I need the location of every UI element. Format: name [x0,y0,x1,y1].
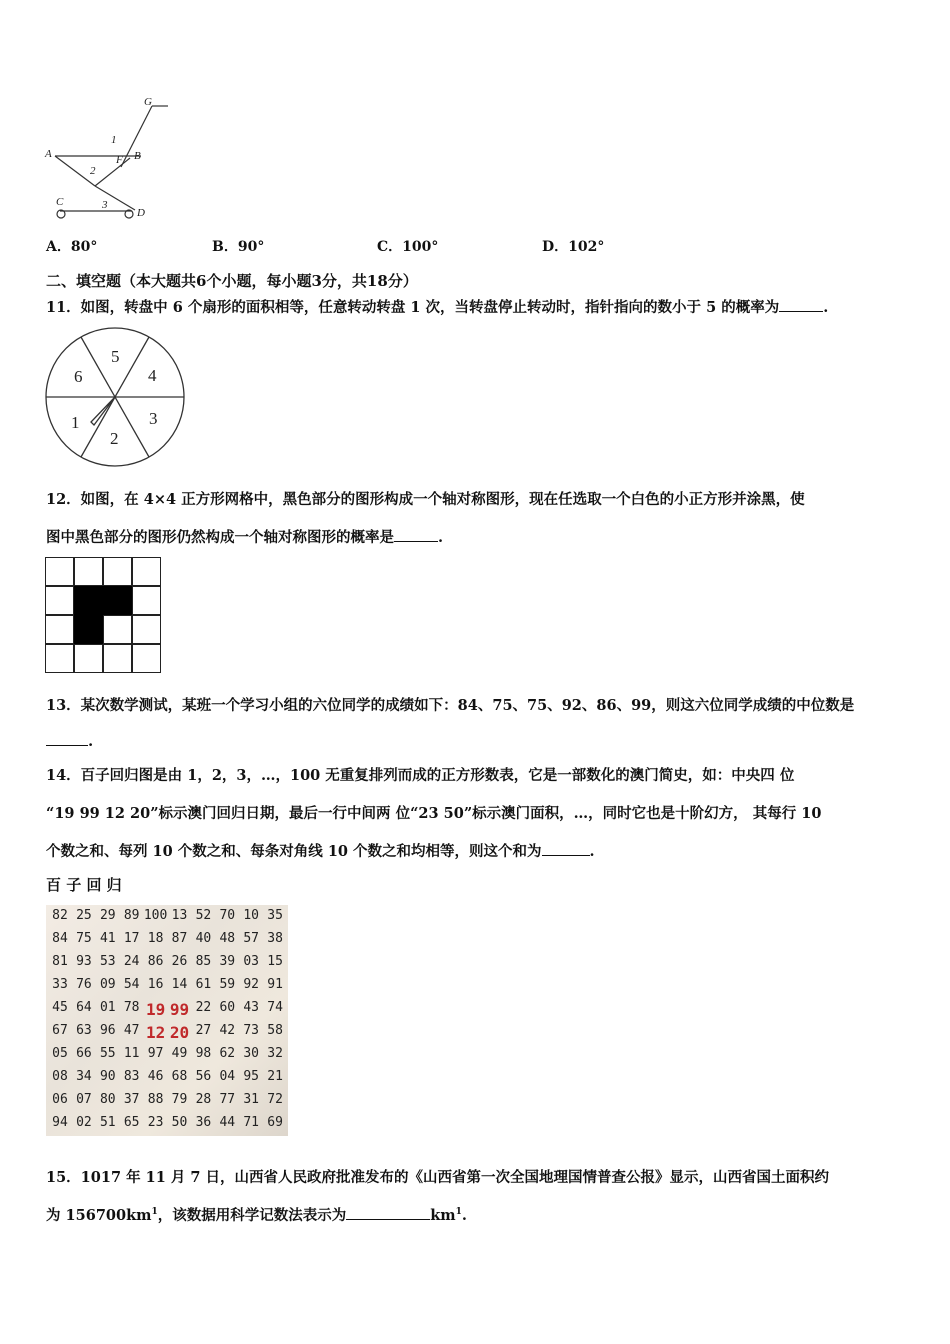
table-cell: 16 [147,977,164,992]
grid-cell-black [74,586,103,615]
grid-cell-black [103,586,132,615]
table-cell: 46 [147,1069,164,1084]
table-cell: 12 [145,1023,166,1042]
table-cell: 37 [123,1092,140,1107]
section-title: 二、填空题（本大题共6个小题，每小题3分，共18分） [46,272,418,290]
question-13: 13．某次数学测试，某班一个学习小组的六位同学的成绩如下：84、75、75、92、86、99，则这六位同学成绩的中位数是 [46,697,855,714]
table-cell: 66 [76,1046,92,1061]
square-grid-4x4 [45,557,165,677]
table-cell: 60 [219,1000,236,1015]
table-cell: 02 [76,1115,92,1130]
table-cell: 96 [99,1023,116,1038]
table-cell: 32 [267,1046,283,1061]
table-cell: 15 [267,954,283,969]
spinner-number: 2 [110,429,119,448]
table-cell: 18 [147,931,164,946]
table-cell: 94 [52,1115,68,1130]
table-cell: 58 [267,1023,283,1038]
table-cell: 86 [147,954,164,969]
table-cell: 49 [171,1046,188,1061]
hundred-number-square [46,905,288,1136]
fig-label: F [116,154,123,166]
table-cell: 78 [123,1000,140,1015]
table-cell: 61 [195,977,212,992]
table-cell: 57 [243,931,260,946]
table-cell: 05 [52,1046,68,1061]
table-cell: 65 [123,1115,140,1130]
q10-geometry-figure [40,95,180,225]
question-15-line2: 为 $156700km^1$，该数据用科学记数法表示为 $km^1$. [46,1207,467,1224]
table-cell: 56 [195,1069,212,1084]
grid-cell [132,586,161,615]
table-cell: 01 [99,1000,116,1015]
table-cell: 74 [267,1000,283,1015]
table-cell: 48 [219,931,236,946]
table-cell: 35 [267,908,283,923]
table-cell: 70 [219,908,236,923]
grid-cell [132,557,161,586]
option-c: C．100° [377,239,439,255]
option-a: A．80° [46,239,98,255]
table-cell: 85 [195,954,212,969]
table-title: 百 子 回 归 [46,876,122,894]
table-cell: 93 [76,954,92,969]
table-cell: 89 [123,908,140,923]
table-cell: 91 [267,977,283,992]
fig-label: D [137,207,145,219]
table-cell: 51 [99,1115,116,1130]
grid-cell [132,615,161,644]
table-cell: 67 [52,1023,68,1038]
table-cell: 14 [171,977,188,992]
table-cell: 72 [267,1092,283,1107]
table-cell: 34 [76,1069,92,1084]
table-cell: 64 [76,1000,92,1015]
table-cell: 99 [169,1000,190,1019]
table-cell: 63 [76,1023,92,1038]
table-cell: 98 [195,1046,212,1061]
option-d: D．102° [542,239,605,255]
table-cell: 03 [243,954,260,969]
spinner-figure [44,326,188,468]
grid-cell [74,557,103,586]
grid-cell [132,644,161,673]
table-cell: 59 [219,977,236,992]
table-cell: 81 [52,954,68,969]
fig-label: B [134,150,141,162]
table-cell: 30 [243,1046,260,1061]
grid-cell-black [74,615,103,644]
table-cell: 45 [52,1000,68,1015]
table-cell: 88 [147,1092,164,1107]
table-cell: 76 [76,977,92,992]
table-cell: 97 [147,1046,164,1061]
table-cell: 69 [267,1115,283,1130]
table-cell: 19 [145,1000,166,1019]
table-cell: 36 [195,1115,212,1130]
fig-label: G [144,96,152,108]
table-cell: 33 [52,977,68,992]
table-cell: 17 [123,931,140,946]
table-cell: 80 [99,1092,116,1107]
table-cell: 53 [99,954,116,969]
line-a-e [55,156,95,186]
spinner-number: 5 [111,347,120,366]
question-14-line1: 14．百子回归图是由 1，2，3，…，100 无重复排列而成的正方形数表，它是一部数化的澳门简史，如：中央四 位 [46,767,795,784]
table-cell: 44 [219,1115,236,1130]
table-cell: 75 [76,931,92,946]
table-cell: 90 [99,1069,116,1084]
table-cell: 13 [171,908,188,923]
table-cell: 24 [123,954,140,969]
question-12-line1: 12．如图，在 4×4 正方形网格中，黑色部分的图形构成一个轴对称图形，现在任选取一个白色的小正方形并涂黑，使 [46,491,805,508]
question-11: 11．如图，转盘中 6 个扇形的面积相等，任意转动转盘 1 次，当转盘停止转动时，指针指向的数小于 5 的概率为 . [46,299,829,316]
fig-label: 3 [102,199,108,211]
table-cell: 71 [243,1115,260,1130]
table-cell: 10 [243,908,260,923]
grid-cell [45,644,74,673]
question-14-line3: 个数之和、每列 10 个数之和、每条对角线 10 个数之和均相等，则这个和为 . [46,843,595,860]
spinner-number: 1 [71,413,80,432]
fig-label: 1 [111,134,117,146]
table-cell: 79 [171,1092,188,1107]
spinner-number: 3 [149,409,158,428]
table-cell: 68 [171,1069,188,1084]
table-cell: 83 [123,1069,140,1084]
answer-blank [542,841,590,856]
spinner-number: 4 [148,366,157,385]
table-cell: 11 [123,1046,140,1061]
table-cell: 07 [76,1092,92,1107]
table-cell: 04 [219,1069,236,1084]
option-b: B．90° [212,239,265,255]
table-cell: 100 [143,908,168,923]
table-cell: 25 [76,908,92,923]
spinner-number: 6 [74,367,83,386]
table-cell: 38 [267,931,283,946]
grid-cell [45,557,74,586]
table-cell: 09 [99,977,116,992]
question-15-line1: 15．1017 年 11 月 7 日，山西省人民政府批准发布的《山西省第一次全国地理国情普查公报》显示，山西省国土面积约 [46,1169,830,1186]
table-cell: 92 [243,977,260,992]
fig-label: 2 [90,165,96,177]
table-cell: 29 [99,908,116,923]
table-cell: 95 [243,1069,260,1084]
fig-label: C [56,196,64,208]
table-cell: 27 [195,1023,212,1038]
table-cell: 22 [195,1000,212,1015]
table-cell: 39 [219,954,236,969]
table-cell: 84 [52,931,68,946]
table-cell: 62 [219,1046,236,1061]
table-cell: 82 [52,908,68,923]
answer-blank [394,527,438,542]
table-cell: 52 [195,908,212,923]
table-cell: 31 [243,1092,260,1107]
answer-blank [46,731,88,746]
line-e-d [95,186,135,210]
grid-cell [45,615,74,644]
table-cell: 21 [267,1069,283,1084]
table-cell: 55 [99,1046,116,1061]
table-cell: 43 [243,1000,260,1015]
table-cell: 20 [169,1023,190,1042]
table-cell: 77 [219,1092,236,1107]
table-cell: 28 [195,1092,212,1107]
question-13-answer: . [46,731,93,750]
grid-cell [103,615,132,644]
table-cell: 54 [123,977,140,992]
table-cell: 87 [171,931,188,946]
table-cell: 50 [171,1115,188,1130]
table-cell: 40 [195,931,212,946]
grid-cell [103,557,132,586]
table-cell: 26 [171,954,188,969]
table-cell: 23 [147,1115,164,1130]
question-14-line2: “19 99 12 20”标示澳门回归日期，最后一行中间两 位“23 50”标示澳门面积，…，同时它也是十阶幻方， 其每行 10 [46,805,822,822]
grid-cell [103,644,132,673]
table-cell: 08 [52,1069,68,1084]
table-cell: 41 [99,931,116,946]
grid-cell [45,586,74,615]
table-cell: 73 [243,1023,260,1038]
table-cell: 42 [219,1023,236,1038]
question-12-line2: 图中黑色部分的图形仍然构成一个轴对称图形的概率是 . [46,529,444,546]
fig-label: A [45,148,52,160]
grid-cell [74,644,103,673]
table-cell: 06 [52,1092,68,1107]
answer-blank [346,1205,430,1220]
table-cell: 47 [123,1023,140,1038]
answer-blank [779,297,823,312]
